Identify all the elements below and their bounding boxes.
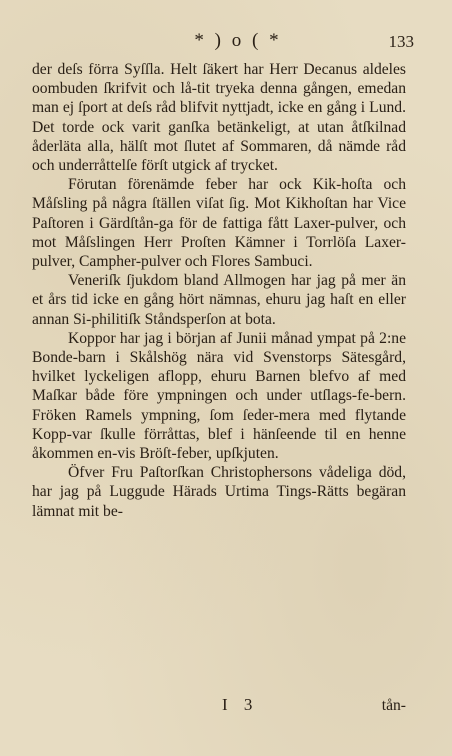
body-text — [32, 60, 406, 521]
paragraph-2: Förutan förenämde feber har ock Kik-hoſta och Måſsling på några ſtällen viſat ſig. Mot Kikhoſtan har Vice Paſtoren i Gärdſtån-ga för de fattiga fått Laxer-pulver, och mot Måſslingen Herr Proſten Kämner i Torrlöſa Laxer-pulver, Campher-pulver och Flores Sambuci. — [32, 176, 406, 271]
paragraph-5: Öfver Fru Paſtorſkan Christophersons vådeliga död, har jag på Luggude Härads Urtima Tings-Rätts begäran lämnat mit be- — [32, 464, 406, 520]
paragraph-4: Koppor har jag i början af Junii månad ympat på 2:ne Bonde-barn i Skålshög nära vid Svenstorps Sätesgård, hvilket lyckeligen aflopp, ehuru Barnen blefvo af med Maſkar både före ympningen och under utſlags-fe-bern. Fröken Ramels ympning, ſom ſeder-mera med flytande Kopp-var ſkulle förråttas, blef i hänſeende til en henne åkommen en-vis Bröſt-feber, upſkjuten. — [32, 329, 406, 463]
header-ornament: * ) o ( * — [194, 30, 282, 51]
signature-mark: I 3 — [222, 695, 259, 714]
page-number: 133 — [388, 32, 414, 51]
paragraph-1: der deſs förra Syſſla. Helt ſäkert har Herr Decanus aldeles oombuden ſkrifvit och lå-tit tryeka denna gången, emedan man ej ſport at deſs råd blifvit nyttjadt, icke en gång i Lund. Det torde ock varit ganſka betänkeligt, at utan åtſkilnad åderläta alla, hälſt mot ſlutet af Sommaren, då nämde råd och underråttelſe förſt utgick af trycket. — [32, 61, 406, 175]
page-footer — [32, 695, 406, 717]
catchword: tån- — [381, 697, 406, 714]
page-header — [32, 30, 414, 56]
paragraph-3: Veneriſk ſjukdom bland Allmogen har jag på mer än et års tid icke en gång hört nämnas, ehuru jag haſt en eller annan Si-philitiſk Ståndsperſon at bota. — [32, 272, 406, 328]
